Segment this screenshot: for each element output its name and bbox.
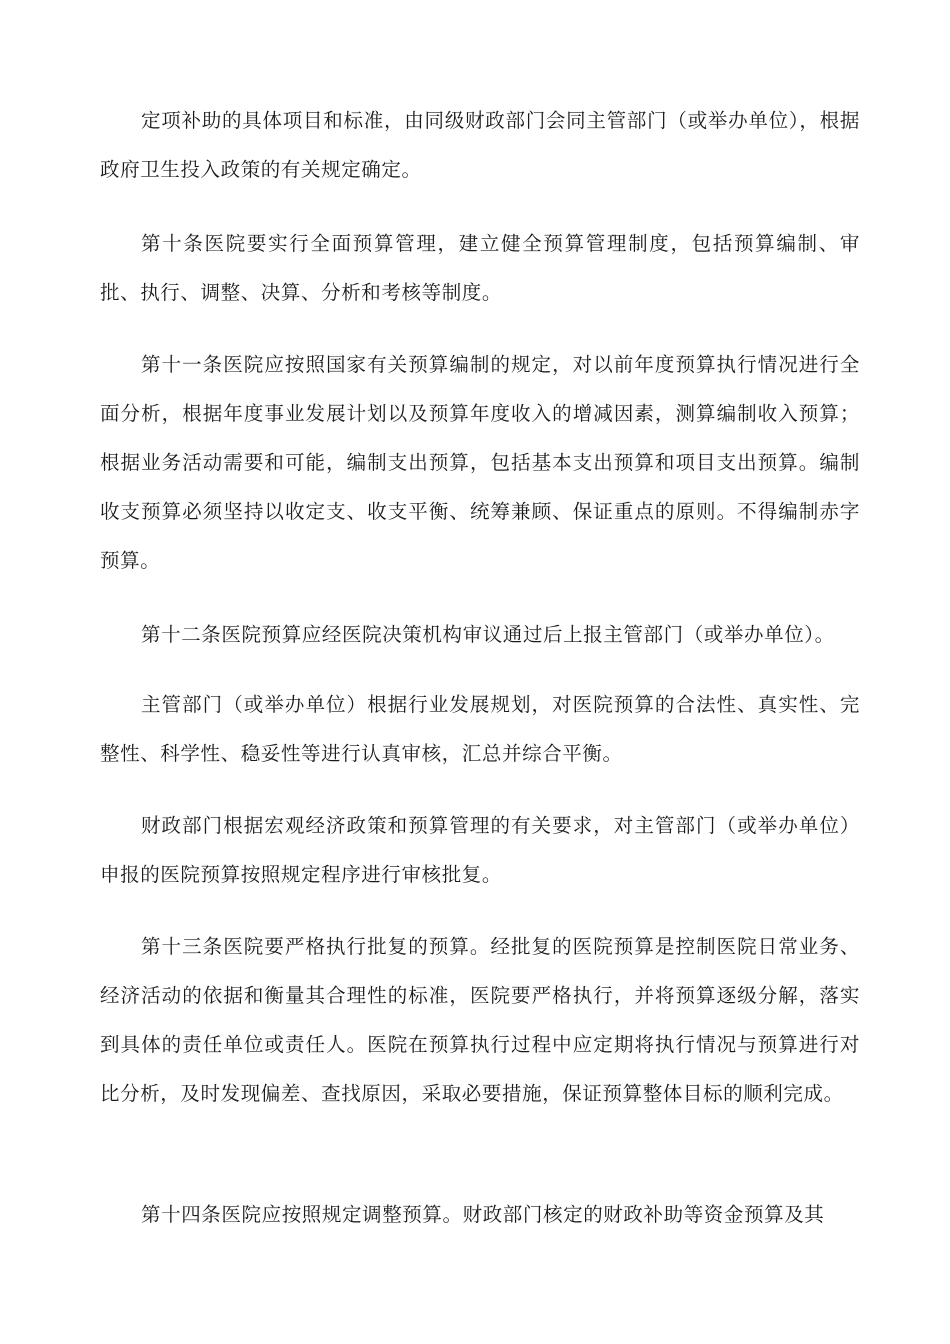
paragraph-article-14: 第十四条医院应按照规定调整预算。财政部门核定的财政补助等资金预算及其 [141, 1203, 825, 1226]
paragraph-article-12: 第十二条医院预算应经医院决策机构审议通过后上报主管部门（或举办单位）。 [141, 623, 835, 646]
paragraph-article-13: 第十三条医院要严格执行批复的预算。经批复的医院预算是控制医院日常业务、经济活动的依据和衡量其合理性的标准，医院要严格执行，并将预算逐级分解，落实到具体的责任单位或责任人。医院在预算执行过程中应定期将执行情况与预算进行对比分析，及时发现偏差、查找原因，采取必要措施，保证预算整体目标的顺利完成。 [100, 935, 860, 1105]
paragraph-competent-department-review: 主管部门（或举办单位）根据行业发展规划，对医院预算的合法性、真实性、完整性、科学性、稳妥性等进行认真审核，汇总并综合平衡。 [100, 693, 860, 765]
paragraph-subsidy-standards: 定项补助的具体项目和标准，由同级财政部门会同主管部门（或举办单位），根据政府卫生投入政策的有关规定确定。 [100, 109, 860, 181]
paragraph-article-11: 第十一条医院应按照国家有关预算编制的规定，对以前年度预算执行情况进行全面分析，根据年度事业发展计划以及预算年度收入的增减因素，测算编制收入预算；根据业务活动需要和可能，编制支出预算，包括基本支出预算和项目支出预算。编制收支预算必须坚持以收定支、收支平衡、统筹兼顾、保证重点的原则。不得编制赤字预算。 [100, 353, 860, 572]
paragraph-article-10: 第十条医院要实行全面预算管理，建立健全预算管理制度，包括预算编制、审批、执行、调整、决算、分析和考核等制度。 [100, 232, 860, 304]
paragraph-finance-department-approval: 财政部门根据宏观经济政策和预算管理的有关要求，对主管部门（或举办单位）申报的医院预算按照规定程序进行审核批复。 [100, 814, 860, 886]
